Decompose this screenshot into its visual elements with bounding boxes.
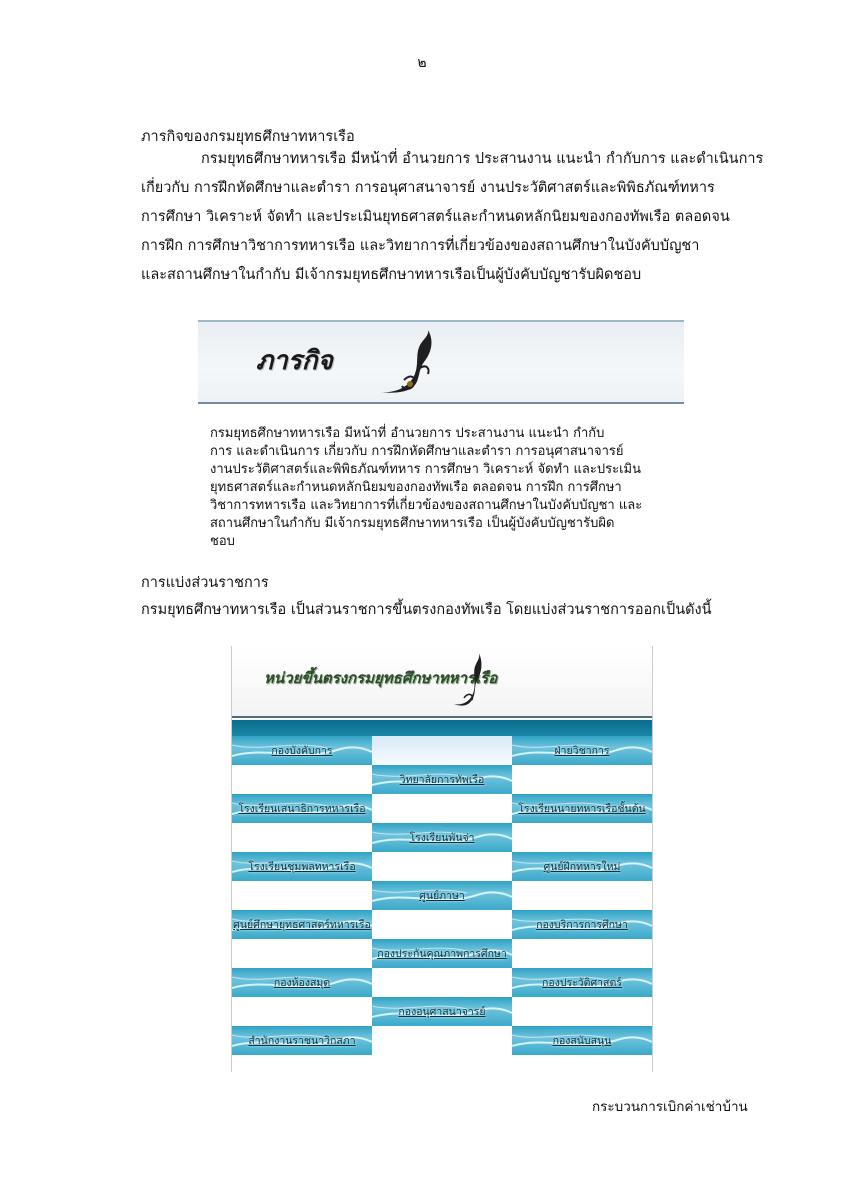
unit-label: โรงเรียนเสนาธิการทหารเรือ [238,803,366,815]
mission-banner-title: ภารกิจ [256,346,333,376]
unit-link[interactable] [232,794,372,823]
grid-spacer [232,765,372,794]
unit-link[interactable] [372,823,512,852]
page-number: ๒ [417,55,427,71]
figure-line: การ และดำเนินการ เกี่ยวกับ การฝึกหัดศึกษาและตำรา การอนุศาสนาจารย์ [210,444,624,459]
grid-spacer [512,881,652,910]
grid-spacer [232,881,372,910]
grid-spacer [232,823,372,852]
unit-link[interactable] [372,765,512,794]
unit-link[interactable] [372,881,512,910]
unit-link[interactable] [512,794,652,823]
unit-label: ฝ่ายวิชาการ [554,745,610,757]
grid-spacer [372,910,512,939]
figure-line: สถานศึกษาในกำกับ มีเจ้ากรมยุทธศึกษาทหารเรือ เป็นผู้บังคับบัญชารับผิด [210,516,615,531]
unit-link[interactable] [512,910,652,939]
grid-spacer [372,1026,512,1055]
unit-link[interactable] [372,997,512,1026]
units-header [232,646,652,718]
unit-label: กองอนุศาสนาจารย์ [398,1006,486,1018]
grid-spacer [232,997,372,1026]
unit-link[interactable] [372,939,512,968]
unit-link[interactable] [512,736,652,765]
unit-label: โรงเรียนพันจ่า [409,832,475,844]
section-heading-mission: ภารกิจของกรมยุทธศึกษาทหารเรือ [141,129,355,145]
organization-intro: กรมยุทธศึกษาทหารเรือ เป็นส่วนราชการขึ้นตรงกองทัพเรือ โดยแบ่งส่วนราชการออกเป็นดังนี้ [141,602,712,618]
unit-label: กองประกันคุณภาพการศึกษา [377,948,507,960]
unit-link[interactable] [232,1026,372,1055]
figure-line: กรมยุทธศึกษาทหารเรือ มีหน้าที่ อำนวยการ ประสานงาน แนะนำ กำกับ [210,426,605,441]
unit-label: กองบังคับการ [271,745,333,757]
unit-label: ศูนย์ฝึกทหารใหม่ [543,861,621,873]
unit-link[interactable] [512,852,652,881]
units-grid [232,736,652,1072]
unit-link[interactable] [232,736,372,765]
paragraph-line: กรมยุทธศึกษาทหารเรือ มีหน้าที่ อำนวยการ ประสานงาน แนะนำ กำกับการ และดำเนินการ [201,151,764,167]
paragraph-line: การศึกษา วิเคราะห์ จัดทำ และประเมินยุทธศาสตร์และกำหนดหลักนิยมของกองทัพเรือ ตลอดจน [141,209,730,225]
grid-spacer [512,997,652,1026]
grid-spacer [372,736,512,765]
grid-spacer [512,765,652,794]
grid-spacer [372,968,512,997]
unit-label: ศูนย์ศึกษายุทธศาสตร์ทหารเรือ [233,919,371,931]
units-diagram [231,646,653,1072]
grid-spacer [372,852,512,881]
unit-label: โรงเรียนชุมพลทหารเรือ [248,861,356,873]
paragraph-line: การฝึก การศึกษาวิชาการทหารเรือ และวิทยาการที่เกี่ยวข้องของสถานศึกษาในบังคับบัญชา [141,238,700,254]
unit-label: สำนักงานราชนาวิกสภา [248,1035,356,1047]
figure-line: วิชาการทหารเรือ และวิทยาการที่เกี่ยวข้องของสถานศึกษาในบังคับบัญชา และ [210,498,643,513]
unit-label: วิทยาลัยการทัพเรือ [399,774,485,786]
grid-spacer [372,794,512,823]
unit-link[interactable] [232,968,372,997]
unit-label: กองประวัติศาสตร์ [542,977,622,989]
figure-line: ยุทธศาสตร์และกำหนดหลักนิยมของกองทัพเรือ ตลอดจน การฝึก การศึกษา [210,480,622,495]
unit-label: กองห้องสมุด [273,977,331,989]
unit-label: กองสนับสนุน [552,1035,612,1047]
mission-banner [198,320,684,404]
unit-link[interactable] [232,910,372,939]
grid-spacer [232,939,372,968]
grid-spacer [512,939,652,968]
section-heading-organization: การแบ่งส่วนราชการ [141,575,269,591]
paragraph-line: และสถานศึกษาในกำกับ มีเจ้ากรมยุทธศึกษาทหารเรือเป็นผู้บังคับบัญชารับผิดชอบ [141,267,642,283]
thai-ornament-icon [374,328,434,398]
unit-label: โรงเรียนนายทหารเรือชั้นต้น [518,803,646,815]
thai-ornament-icon [452,652,482,710]
unit-link[interactable] [232,852,372,881]
unit-label: ศูนย์ภาษา [419,890,465,902]
unit-label: กองบริการการศึกษา [536,919,628,931]
unit-link[interactable] [512,1026,652,1055]
figure-line: ชอบ [210,534,235,549]
footer-text: กระบวนการเบิกค่าเช่าบ้าน [592,1099,748,1115]
grid-spacer [512,823,652,852]
unit-link[interactable] [512,968,652,997]
units-title: หน่วยขึ้นตรงกรมยุทธศึกษาทหารเรือ [264,669,498,687]
figure-line: งานประวัติศาสตร์และพิพิธภัณฑ์ทหาร การศึกษา วิเคราะห์ จัดทำ และประเมิน [210,462,641,477]
paragraph-line: เกี่ยวกับ การฝึกหัดศึกษาและตำรา การอนุศาสนาจารย์ งานประวัติศาสตร์และพิพิธภัณฑ์ทหาร [141,180,715,196]
mission-paragraph [141,145,764,290]
units-topbar [232,720,652,736]
mission-figure-text [210,425,668,551]
